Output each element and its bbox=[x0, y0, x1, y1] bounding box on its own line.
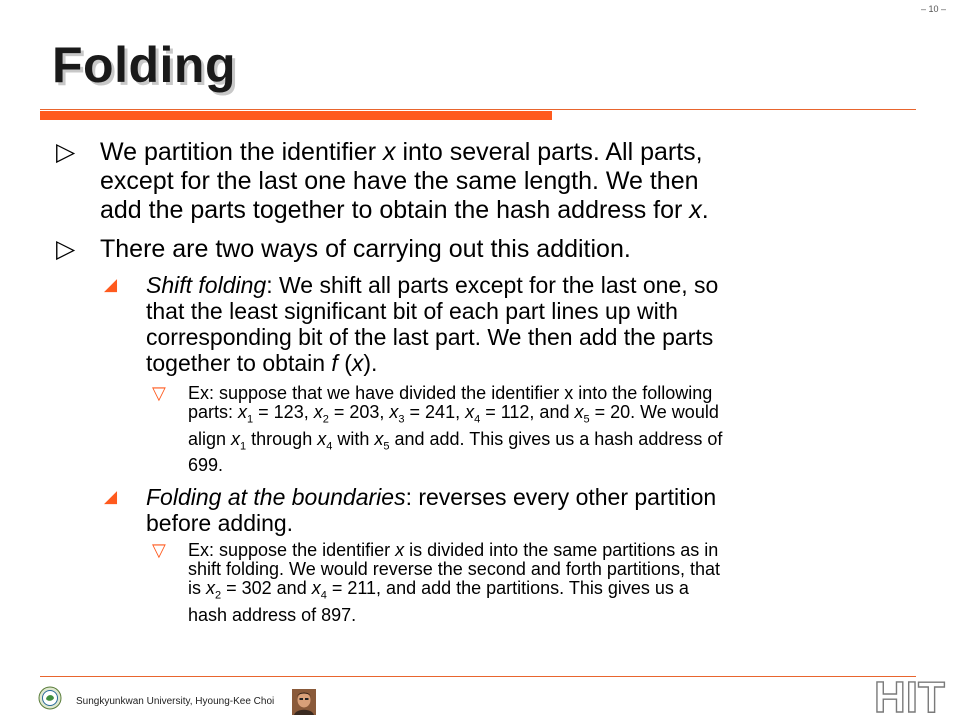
triangle-right-icon: ▷ bbox=[56, 235, 76, 263]
subscript: 1 bbox=[247, 413, 254, 426]
example-text bbox=[188, 541, 908, 625]
text-run: = 211, and add the partitions. This gives us a bbox=[326, 578, 689, 598]
term: Shift folding bbox=[146, 272, 267, 298]
var-x: x bbox=[383, 138, 396, 166]
var-x: x bbox=[311, 578, 321, 598]
var-x: x bbox=[351, 350, 364, 376]
subscript: 3 bbox=[398, 413, 405, 426]
text-run: : We shift all parts except for the last one, so bbox=[266, 272, 719, 298]
subscript: 5 bbox=[383, 440, 390, 453]
var-x: x bbox=[389, 402, 399, 422]
text-run: into several parts. All parts, bbox=[395, 138, 703, 166]
text-run: : reverses every other partition bbox=[405, 484, 717, 510]
var-x: x bbox=[206, 578, 215, 598]
university-logo-icon bbox=[38, 686, 62, 710]
var-x: x bbox=[689, 196, 702, 224]
text-run: shift folding. We would reverse the second and forth partitions, that bbox=[188, 559, 720, 579]
text-run: and add. This gives us a hash address of bbox=[389, 428, 723, 449]
var-x: x bbox=[231, 428, 241, 449]
text-run: = 241, bbox=[404, 402, 466, 422]
bullet-text: There are two ways of carrying out this addition. bbox=[100, 235, 631, 263]
subscript: 4 bbox=[474, 413, 481, 426]
text-run: Ex: suppose the identifier bbox=[188, 540, 396, 560]
triangle-filled-icon: ◢ bbox=[104, 487, 118, 506]
text-run: = 123, bbox=[253, 402, 314, 422]
text-run: together to obtain bbox=[146, 350, 332, 376]
subscript: 4 bbox=[326, 440, 333, 453]
footer-text: Sungkyunkwan University, Hyoung-Kee Choi bbox=[76, 696, 275, 707]
text-run: = 302 and bbox=[221, 578, 312, 598]
subscript: 2 bbox=[215, 589, 222, 602]
var-f: f bbox=[331, 350, 338, 376]
text-run: hash address of 897. bbox=[188, 604, 357, 625]
term: Folding at the boundaries bbox=[146, 484, 406, 510]
text-run: align bbox=[188, 428, 232, 449]
title-rule-thin bbox=[40, 109, 916, 110]
text-run: 699. bbox=[188, 455, 224, 476]
text-run: = 20. We would bbox=[589, 402, 719, 422]
text-run: that the least significant bit of each part lines up with bbox=[146, 298, 678, 324]
subbullet-text bbox=[146, 272, 886, 376]
triangle-filled-icon: ◢ bbox=[104, 275, 118, 294]
text-run: before adding. bbox=[146, 510, 294, 536]
subscript: 4 bbox=[320, 589, 327, 602]
var-x: x bbox=[465, 402, 475, 422]
var-x: x bbox=[395, 540, 405, 560]
text-run: add the parts together to obtain the hash address for bbox=[100, 196, 690, 224]
text-run: with bbox=[332, 428, 375, 449]
triangle-down-icon: ▽ bbox=[152, 540, 166, 560]
subscript: 5 bbox=[583, 413, 590, 426]
text-run: except for the last one have the same length. We then bbox=[100, 167, 699, 195]
triangle-down-icon: ▽ bbox=[152, 383, 166, 403]
hit-logo bbox=[872, 672, 956, 718]
slide-title: Folding bbox=[52, 37, 236, 93]
bullet-text bbox=[100, 138, 890, 225]
var-x: x bbox=[374, 428, 384, 449]
text-run: is divided into the same partitions as in bbox=[404, 540, 719, 560]
page-number: – 10 – bbox=[920, 4, 946, 14]
triangle-right-icon: ▷ bbox=[56, 138, 76, 166]
text-run: corresponding bit of the last part. We then add the parts bbox=[146, 324, 714, 350]
example-text bbox=[188, 384, 908, 475]
text-run: Ex: suppose that we have divided the identifier x into the following bbox=[188, 383, 713, 403]
title-rule-accent bbox=[40, 111, 552, 120]
author-photo bbox=[292, 689, 316, 715]
text-run: = 112, and bbox=[480, 402, 575, 422]
var-x: x bbox=[317, 428, 327, 449]
subscript: 1 bbox=[240, 440, 247, 453]
subbullet-text bbox=[146, 484, 886, 536]
var-x: x bbox=[238, 402, 248, 422]
text-run: ( bbox=[337, 350, 352, 376]
subscript: 2 bbox=[322, 413, 329, 426]
text-run: ). bbox=[363, 350, 378, 376]
text-run: is bbox=[188, 578, 206, 598]
text-run: We partition the identifier bbox=[100, 138, 384, 166]
text-run: parts: bbox=[188, 402, 239, 422]
var-x: x bbox=[313, 402, 323, 422]
text-run: . bbox=[701, 196, 709, 224]
text-run: = 203, bbox=[328, 402, 390, 422]
text-run: through bbox=[246, 428, 318, 449]
footer-rule bbox=[40, 676, 916, 677]
var-x: x bbox=[574, 402, 584, 422]
hit-logo-text: HIT bbox=[874, 673, 945, 718]
